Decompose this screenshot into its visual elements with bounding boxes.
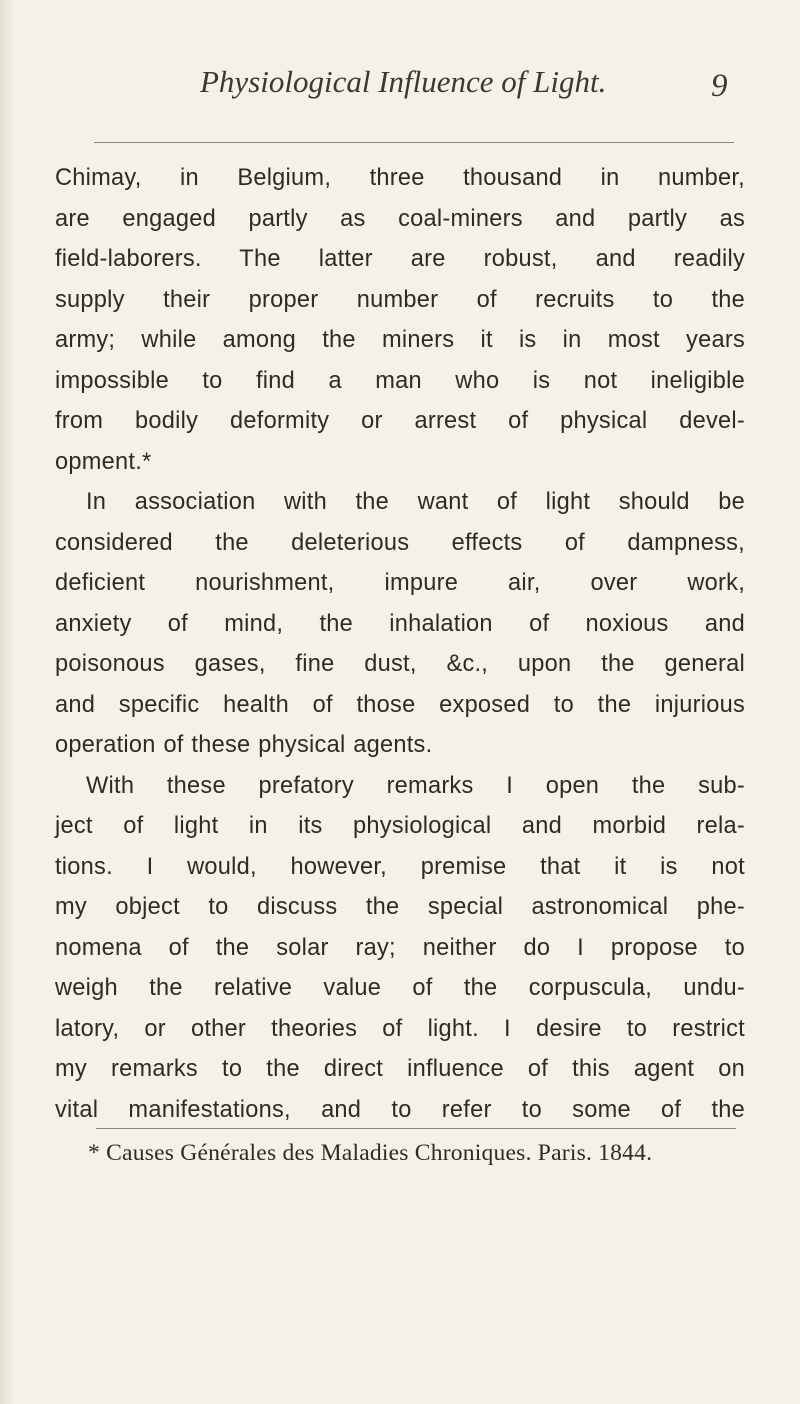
footnote-rule	[96, 1128, 736, 1129]
text-line: latory, or other theories of light. I desire to restrict	[55, 1015, 745, 1042]
body-text	[55, 158, 745, 1130]
text-line: impossible to find a man who is not ineligible	[55, 367, 745, 394]
paragraph-start-line: In association with the want of light should be	[86, 489, 745, 515]
header-rule	[94, 142, 734, 143]
text-line: weigh the relative value of the corpuscula, undu-	[55, 975, 745, 1001]
text-line: field-laborers. The latter are robust, and readily	[55, 246, 745, 272]
text-line: vital manifestations, and to refer to some of the	[55, 1096, 745, 1123]
page-gutter-shadow	[0, 0, 14, 1404]
text-line: supply their proper number of recruits to the	[55, 286, 745, 313]
page-number: 9	[711, 68, 728, 104]
text-line: my remarks to the direct influence of this agent on	[55, 1056, 745, 1082]
text-line: considered the deleterious effects of dampness,	[55, 529, 745, 556]
text-line: ject of light in its physiological and morbid rela-	[55, 813, 745, 839]
text-line: are engaged partly as coal-miners and partly as	[55, 205, 745, 232]
text-line: anxiety of mind, the inhalation of noxious and	[55, 610, 745, 637]
paragraph-start-line: With these prefatory remarks I open the sub-	[86, 772, 745, 799]
text-line: my object to discuss the special astronomical phe-	[55, 894, 745, 920]
text-line: operation of these physical agents.	[55, 732, 433, 758]
text-line: Chimay, in Belgium, three thousand in number,	[55, 165, 745, 191]
running-head	[200, 64, 740, 108]
text-line: deficient nourishment, impure air, over work,	[55, 570, 745, 596]
text-line: opment.*	[55, 448, 152, 475]
text-line: and specific health of those exposed to the injurious	[55, 691, 745, 718]
text-line: army; while among the miners it is in most years	[55, 327, 745, 353]
text-line: from bodily deformity or arrest of physical devel-	[55, 408, 745, 434]
text-line: nomena of the solar ray; neither do I propose to	[55, 934, 745, 961]
text-line: tions. I would, however, premise that it is not	[55, 853, 745, 880]
text-line: poisonous gases, fine dust, &c., upon the general	[55, 651, 745, 677]
running-head-title: Physiological Influence of Light.	[200, 64, 607, 99]
footnote: * Causes Générales des Maladies Chroniques. Paris. 1844.	[88, 1140, 653, 1166]
